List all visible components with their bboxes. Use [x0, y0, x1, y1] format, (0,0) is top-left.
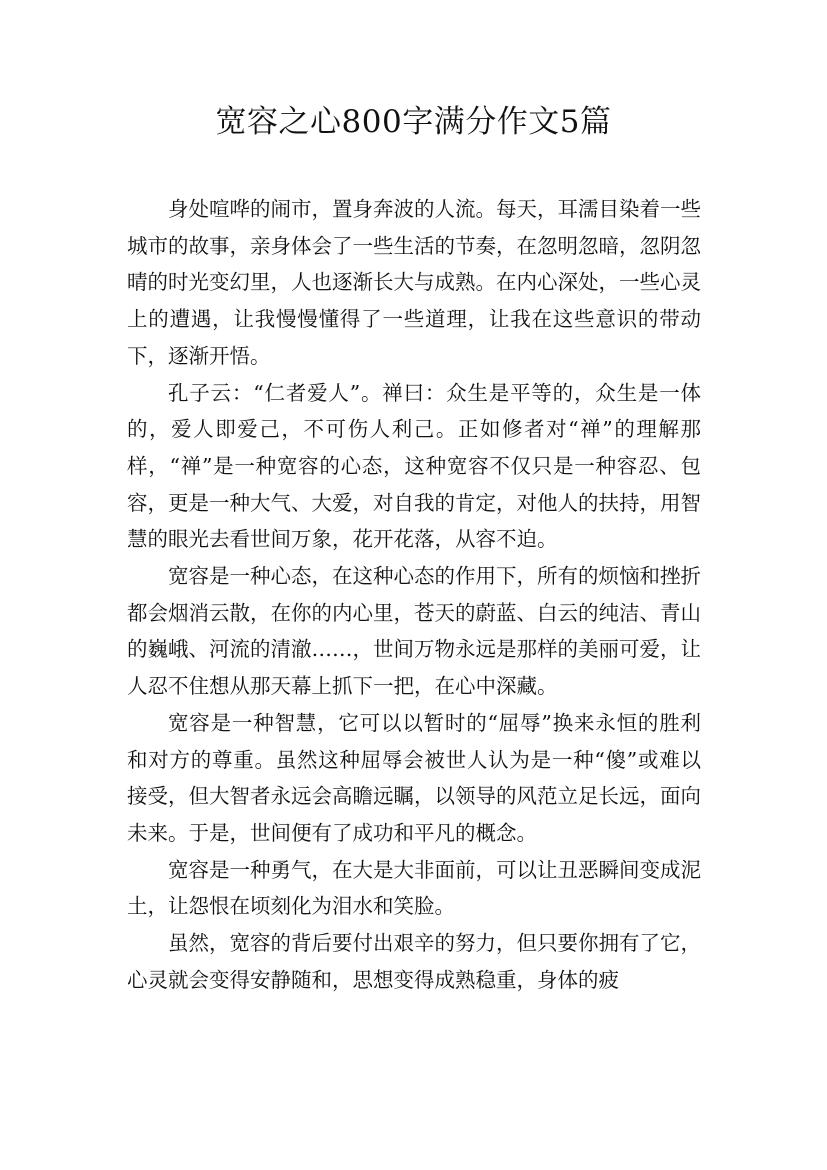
paragraph: 宽容是一种勇气，在大是大非面前，可以让丑恶瞬间变成泥土，让怨恨在顷刻化为泪水和笑脸。 [127, 857, 701, 919]
document-title: 宽容之心800字满分作文5篇 [215, 104, 612, 140]
document-body [127, 191, 701, 998]
paragraph: 宽容是一种智慧，它可以以暂时的“屈辱”换来永恒的胜利和对方的尊重。虽然这种屈辱会被世人认为是一种“傻”或难以接受，但大智者永远会高瞻远瞩，以领导的风范立足长远，面向未来。于是，世间便有了成功和平凡的概念。 [127, 710, 701, 845]
paragraph: 宽容是一种心态，在这种心态的作用下，所有的烦恼和挫折都会烟消云散，在你的内心里，苍天的蔚蓝、白云的纯洁、青山的巍峨、河流的清澈……，世间万物永远是那样的美丽可爱，让人忍不住想从那天幕上抓下一把，在心中深藏。 [127, 564, 701, 699]
paragraph: 身处喧哗的闹市，置身奔波的人流。每天，耳濡目染着一些城市的故事，亲身体会了一些生活的节奏，在忽明忽暗，忽阴忽晴的时光变幻里，人也逐渐长大与成熟。在内心深处，一些心灵上的遭遇，让我慢慢懂得了一些道理，让我在这些意识的带动下，逐渐开悟。 [127, 197, 701, 368]
paragraph: 孔子云：“仁者爱人”。禅曰：众生是平等的，众生是一体的，爱人即爱己，不可伤人利己。正如修者对“禅”的理解那样，“禅”是一种宽容的心态，这种宽容不仅只是一种容忍、包容，更是一种大气、大爱，对自我的肯定，对他人的扶持，用智慧的眼光去看世间万象，花开花落，从容不迫。 [127, 380, 701, 552]
paragraph: 虽然，宽容的背后要付出艰辛的努力，但只要你拥有了它，心灵就会变得安静随和，思想变得成熟稳重，身体的疲 [127, 931, 701, 992]
